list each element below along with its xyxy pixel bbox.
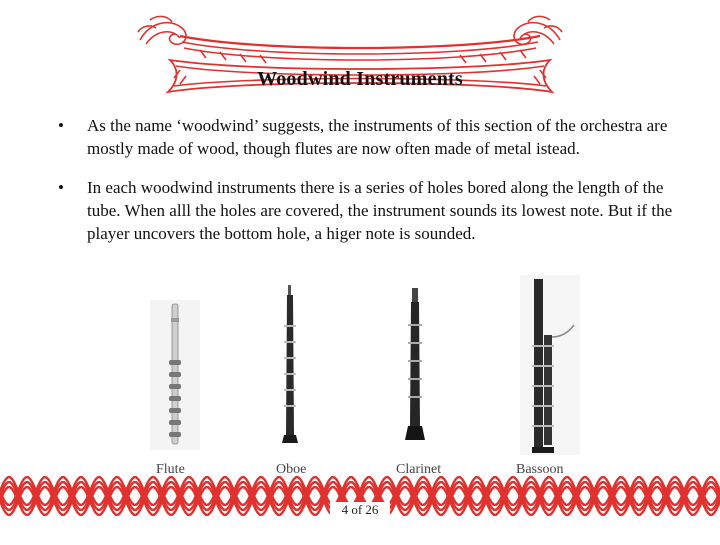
instrument-label-bassoon: Bassoon: [516, 462, 564, 477]
bullet-text: As the name ‘woodwind’ suggests, the instruments of this section of the orchestra are mostly made of wood, though flutes are now often made of metal istead.: [87, 116, 668, 158]
bullet-marker: •: [58, 178, 64, 197]
title-banner: [0, 0, 720, 110]
bullet-list: [58, 114, 678, 261]
instrument-label-oboe: Oboe: [276, 462, 307, 477]
bullet-text: In each woodwind instruments there is a series of holes bored along the length of the tube. When alll the holes are covered, the instrument sounds its lowest note. But if the player uncovers the bottom hole, a higer note is sounded.: [87, 178, 673, 243]
clarinet-image: [400, 288, 430, 443]
slide-title: Woodwind Instruments: [257, 68, 463, 90]
instrument-label-clarinet: Clarinet: [396, 462, 442, 477]
decorative-footer-border: [0, 462, 720, 540]
bassoon-image: [520, 275, 580, 455]
oboe-image: [275, 285, 305, 445]
page-number: 4 of 26: [330, 502, 390, 518]
bullet-item: [58, 114, 678, 160]
bullet-item: [58, 176, 678, 245]
scroll-ornament: [0, 0, 720, 110]
bullet-marker: •: [58, 116, 64, 135]
flute-image: [150, 300, 200, 450]
instrument-label-flute: Flute: [156, 462, 185, 477]
